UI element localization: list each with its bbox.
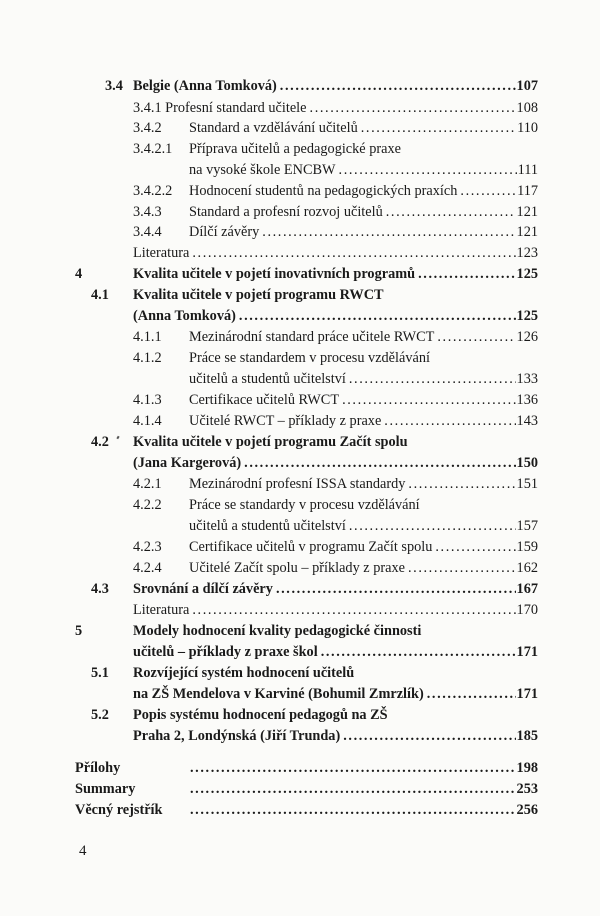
toc-entry [0, 411, 600, 432]
toc-entry-page: 126 [516, 329, 538, 345]
toc-entry-line [189, 495, 420, 516]
toc-entry-number: 5 [75, 623, 83, 639]
dot-leader [310, 98, 516, 119]
toc-entry-title: Popis systému hodnocení pedagogů na ZŠ [133, 707, 388, 723]
toc-entry-number: 4.2.1 [133, 476, 162, 492]
toc-entry-line [189, 369, 538, 390]
toc-entry-line [189, 327, 538, 348]
toc-entry-line [133, 264, 538, 285]
toc-entry [0, 348, 600, 369]
dot-leader [192, 600, 515, 621]
toc-entry-page: 198 [516, 760, 538, 776]
toc-entry-title: Učitelé RWCT – příklady z praxe [189, 413, 382, 429]
toc-entry-page: 123 [516, 245, 538, 261]
toc-entry [0, 432, 600, 453]
toc-entry-title: Srovnání a dílčí závěry [133, 581, 273, 597]
toc-entry-number: Summary [75, 781, 136, 797]
toc-entry-page: 121 [516, 204, 538, 220]
toc-entry-number: 3.4.3 [133, 204, 162, 220]
dot-leader [192, 243, 515, 264]
toc-entry-number: 4.3 [91, 581, 109, 597]
toc-entry-page: 253 [516, 781, 538, 797]
toc-entry-line [189, 474, 538, 495]
dot-leader [418, 264, 515, 285]
toc-entry-number: Věcný rejstřík [75, 802, 163, 818]
toc-entry-title: Učitelé Začít spolu – příklady z praxe [189, 560, 405, 576]
toc-entry-number: 4 [75, 266, 83, 282]
toc-entry [0, 537, 600, 558]
toc-entry-title: Literatura [133, 245, 190, 261]
toc-entry-page: 171 [516, 644, 538, 660]
dot-leader [280, 76, 516, 97]
toc-entry-page: 143 [516, 413, 538, 429]
toc-entry-number: 4.1.4 [133, 413, 162, 429]
toc-entry-line [133, 600, 538, 621]
toc-entry [0, 758, 600, 779]
toc-entry [0, 181, 600, 202]
toc-entry-line [190, 758, 538, 779]
dot-leader [361, 118, 516, 139]
toc-entry [0, 285, 600, 306]
dot-leader [321, 642, 516, 663]
dot-leader [384, 411, 515, 432]
toc-entry-page: 125 [516, 308, 538, 324]
toc-entry-line [133, 98, 538, 119]
toc-entry-title: 3.4.1 Profesní standard učitele [133, 100, 307, 116]
dot-leader [349, 516, 516, 537]
dot-leader [435, 537, 515, 558]
toc-entry-line [133, 705, 388, 726]
toc-entry-number: Přílohy [75, 760, 121, 776]
toc-entry-line [189, 390, 538, 411]
toc-entry [0, 495, 600, 516]
toc-entry-number: 3.4.4 [133, 224, 162, 240]
toc-entry-line [189, 160, 538, 181]
dot-leader [437, 327, 515, 348]
toc-entry-line [189, 181, 538, 202]
toc-entry [0, 327, 600, 348]
toc-entry-line [189, 139, 401, 160]
toc-entry-number: 3.4 [105, 78, 123, 94]
toc-entry-number: 3.4.2.1 [133, 141, 173, 157]
toc-entry-number: 4.2 [91, 434, 109, 450]
toc-entry-page: 121 [516, 224, 538, 240]
toc-entry-line [189, 558, 538, 579]
toc-entry-page: 133 [516, 371, 538, 387]
toc-entry [0, 160, 600, 181]
toc-entry-line [189, 222, 538, 243]
toc-entry-line [189, 348, 430, 369]
toc-entry-line [133, 432, 408, 453]
toc-entry-title: učitelů – příklady z praxe škol [133, 644, 318, 660]
dot-leader [339, 160, 517, 181]
toc-entry-title: Literatura [133, 602, 190, 618]
toc-entry-title: Rozvíjející systém hodnocení učitelů [133, 665, 355, 681]
toc-entry [0, 474, 600, 495]
toc-entry-title: Modely hodnocení kvality pedagogické činnosti [133, 623, 422, 639]
dot-leader [343, 726, 515, 747]
toc-entry-page: 256 [516, 802, 538, 818]
toc-entry-number: 5.2 [91, 707, 109, 723]
toc-entry [0, 558, 600, 579]
toc-entry-title: Standard a profesní rozvoj učitelů [189, 204, 383, 220]
toc-entry-number: 5.1 [91, 665, 109, 681]
toc-entry-page: 167 [516, 581, 538, 597]
dot-leader [190, 779, 516, 800]
toc-entry-line [189, 202, 538, 223]
toc-entry-line [133, 579, 538, 600]
toc-entry-page: 110 [517, 120, 538, 136]
toc-entry [0, 779, 600, 800]
toc-entry-line [189, 118, 538, 139]
toc-entry-title: Kvalita učitele v pojetí programu RWCT [133, 287, 384, 303]
toc-entry-page: 157 [516, 518, 538, 534]
toc-entry-line [190, 800, 538, 821]
toc-entry [0, 139, 600, 160]
dot-leader [190, 800, 516, 821]
toc-entry-number: 4.2.2 [133, 497, 162, 513]
toc-entry-page: 108 [516, 100, 538, 116]
toc-entry-title: Kvalita učitele v pojetí programu Začít spolu [133, 434, 408, 450]
toc-entry-line [133, 726, 538, 747]
toc-entry-page: 107 [516, 78, 538, 94]
dot-leader [460, 181, 516, 202]
toc-entry-page: 171 [516, 686, 538, 702]
toc-entry-line [189, 537, 538, 558]
toc-entry-title: Kvalita učitele v pojetí inovativních programů [133, 266, 416, 282]
dot-leader [262, 222, 515, 243]
toc-entry-line [133, 663, 354, 684]
toc-entry [0, 600, 600, 621]
dot-leader [190, 758, 516, 779]
toc-entry-page: 111 [517, 162, 538, 178]
toc-entry [0, 800, 600, 821]
toc-entry [0, 453, 600, 474]
toc-entry-line [133, 76, 538, 97]
page-number: 4 [79, 843, 87, 859]
toc-entry-page: 159 [516, 539, 538, 555]
toc-entry-number: 4.1.3 [133, 392, 162, 408]
toc-entry-title: učitelů a studentů učitelství [189, 518, 346, 534]
dot-leader [244, 453, 515, 474]
dot-leader [239, 306, 516, 327]
toc-entry-page: 136 [516, 392, 538, 408]
toc-entry [0, 306, 600, 327]
toc-entry-line [133, 642, 538, 663]
toc-entry-page: 125 [516, 266, 538, 282]
toc-entry-page: 117 [517, 183, 538, 199]
dot-leader [349, 369, 516, 390]
toc-entry-page: 162 [516, 560, 538, 576]
toc-entry-title: Hodnocení studentů na pedagogických praxích [189, 183, 458, 199]
toc-entry [0, 222, 600, 243]
toc-entry [0, 579, 600, 600]
toc-entry-title: (Jana Kargerová) [133, 455, 242, 471]
toc-entry-line [133, 684, 538, 705]
toc-entry-title: Dílčí závěry [189, 224, 260, 240]
dot-leader [408, 558, 516, 579]
toc-entry [0, 243, 600, 264]
dot-leader [386, 202, 516, 223]
toc-entry-number: 4.2.3 [133, 539, 162, 555]
toc-entry-page: 151 [516, 476, 538, 492]
toc-entry-line [189, 411, 538, 432]
toc-entry-number: 3.4.2 [133, 120, 162, 136]
toc-entry [0, 390, 600, 411]
toc-entry-line [133, 243, 538, 264]
toc-entry-line [133, 285, 384, 306]
toc-entry [0, 516, 600, 537]
toc-entry [0, 642, 600, 663]
toc-entry-title: Příprava učitelů a pedagogické praxe [189, 141, 401, 157]
toc-entry-line [189, 516, 538, 537]
toc-entry-line [133, 621, 421, 642]
toc-entry [0, 705, 600, 726]
toc-entry-title: Mezinárodní profesní ISSA standardy [189, 476, 406, 492]
toc-entry-title: (Anna Tomková) [133, 308, 236, 324]
toc-entry [0, 663, 600, 684]
toc-entry-page: 185 [516, 728, 538, 744]
toc-entry-title: na ZŠ Mendelova v Karviné (Bohumil Zmrzlík) [133, 686, 424, 702]
dot-leader [276, 579, 516, 600]
dot-leader [408, 474, 515, 495]
toc-entry-title: Belgie (Anna Tomková) [133, 78, 277, 94]
toc-entry-number: 4.1.2 [133, 350, 162, 366]
dot-leader [342, 390, 515, 411]
toc-entry-line [133, 453, 538, 474]
toc-entry [0, 76, 600, 97]
toc-entry-title: Certifikace učitelů RWCT [189, 392, 340, 408]
toc-entry [0, 264, 600, 285]
toc-entry [0, 621, 600, 642]
toc-entry [0, 369, 600, 390]
toc-entry-number: 4.1.1 [133, 329, 162, 345]
toc-entry-number: 4.2.4 [133, 560, 162, 576]
toc-entry-title: Certifikace učitelů v programu Začít spolu [189, 539, 433, 555]
toc-entry [0, 726, 600, 747]
toc-entry [0, 202, 600, 223]
toc-entry-number: 3.4.2.2 [133, 183, 173, 199]
toc-entry-title: Mezinárodní standard práce učitele RWCT [189, 329, 435, 345]
toc-entry [0, 98, 600, 119]
toc-entry-title: Práce se standardy v procesu vzdělávání [189, 497, 420, 513]
toc-entry-line [190, 779, 538, 800]
toc-entry-number: 4.1 [91, 287, 109, 303]
toc-entry-title: Praha 2, Londýnská (Jiří Trunda) [133, 728, 341, 744]
toc-entry-page: 150 [516, 455, 538, 471]
toc-entry-title: Práce se standardem v procesu vzdělávání [189, 350, 430, 366]
toc-entry-line [133, 306, 538, 327]
toc-entry-title: na vysoké škole ENCBW [189, 162, 336, 178]
toc-entry-title: učitelů a studentů učitelství [189, 371, 346, 387]
toc-entry-title: Standard a vzdělávání učitelů [189, 120, 358, 136]
toc-entry [0, 118, 600, 139]
dot-leader [427, 684, 516, 705]
toc-entry [0, 684, 600, 705]
toc-entry-page: 170 [516, 602, 538, 618]
